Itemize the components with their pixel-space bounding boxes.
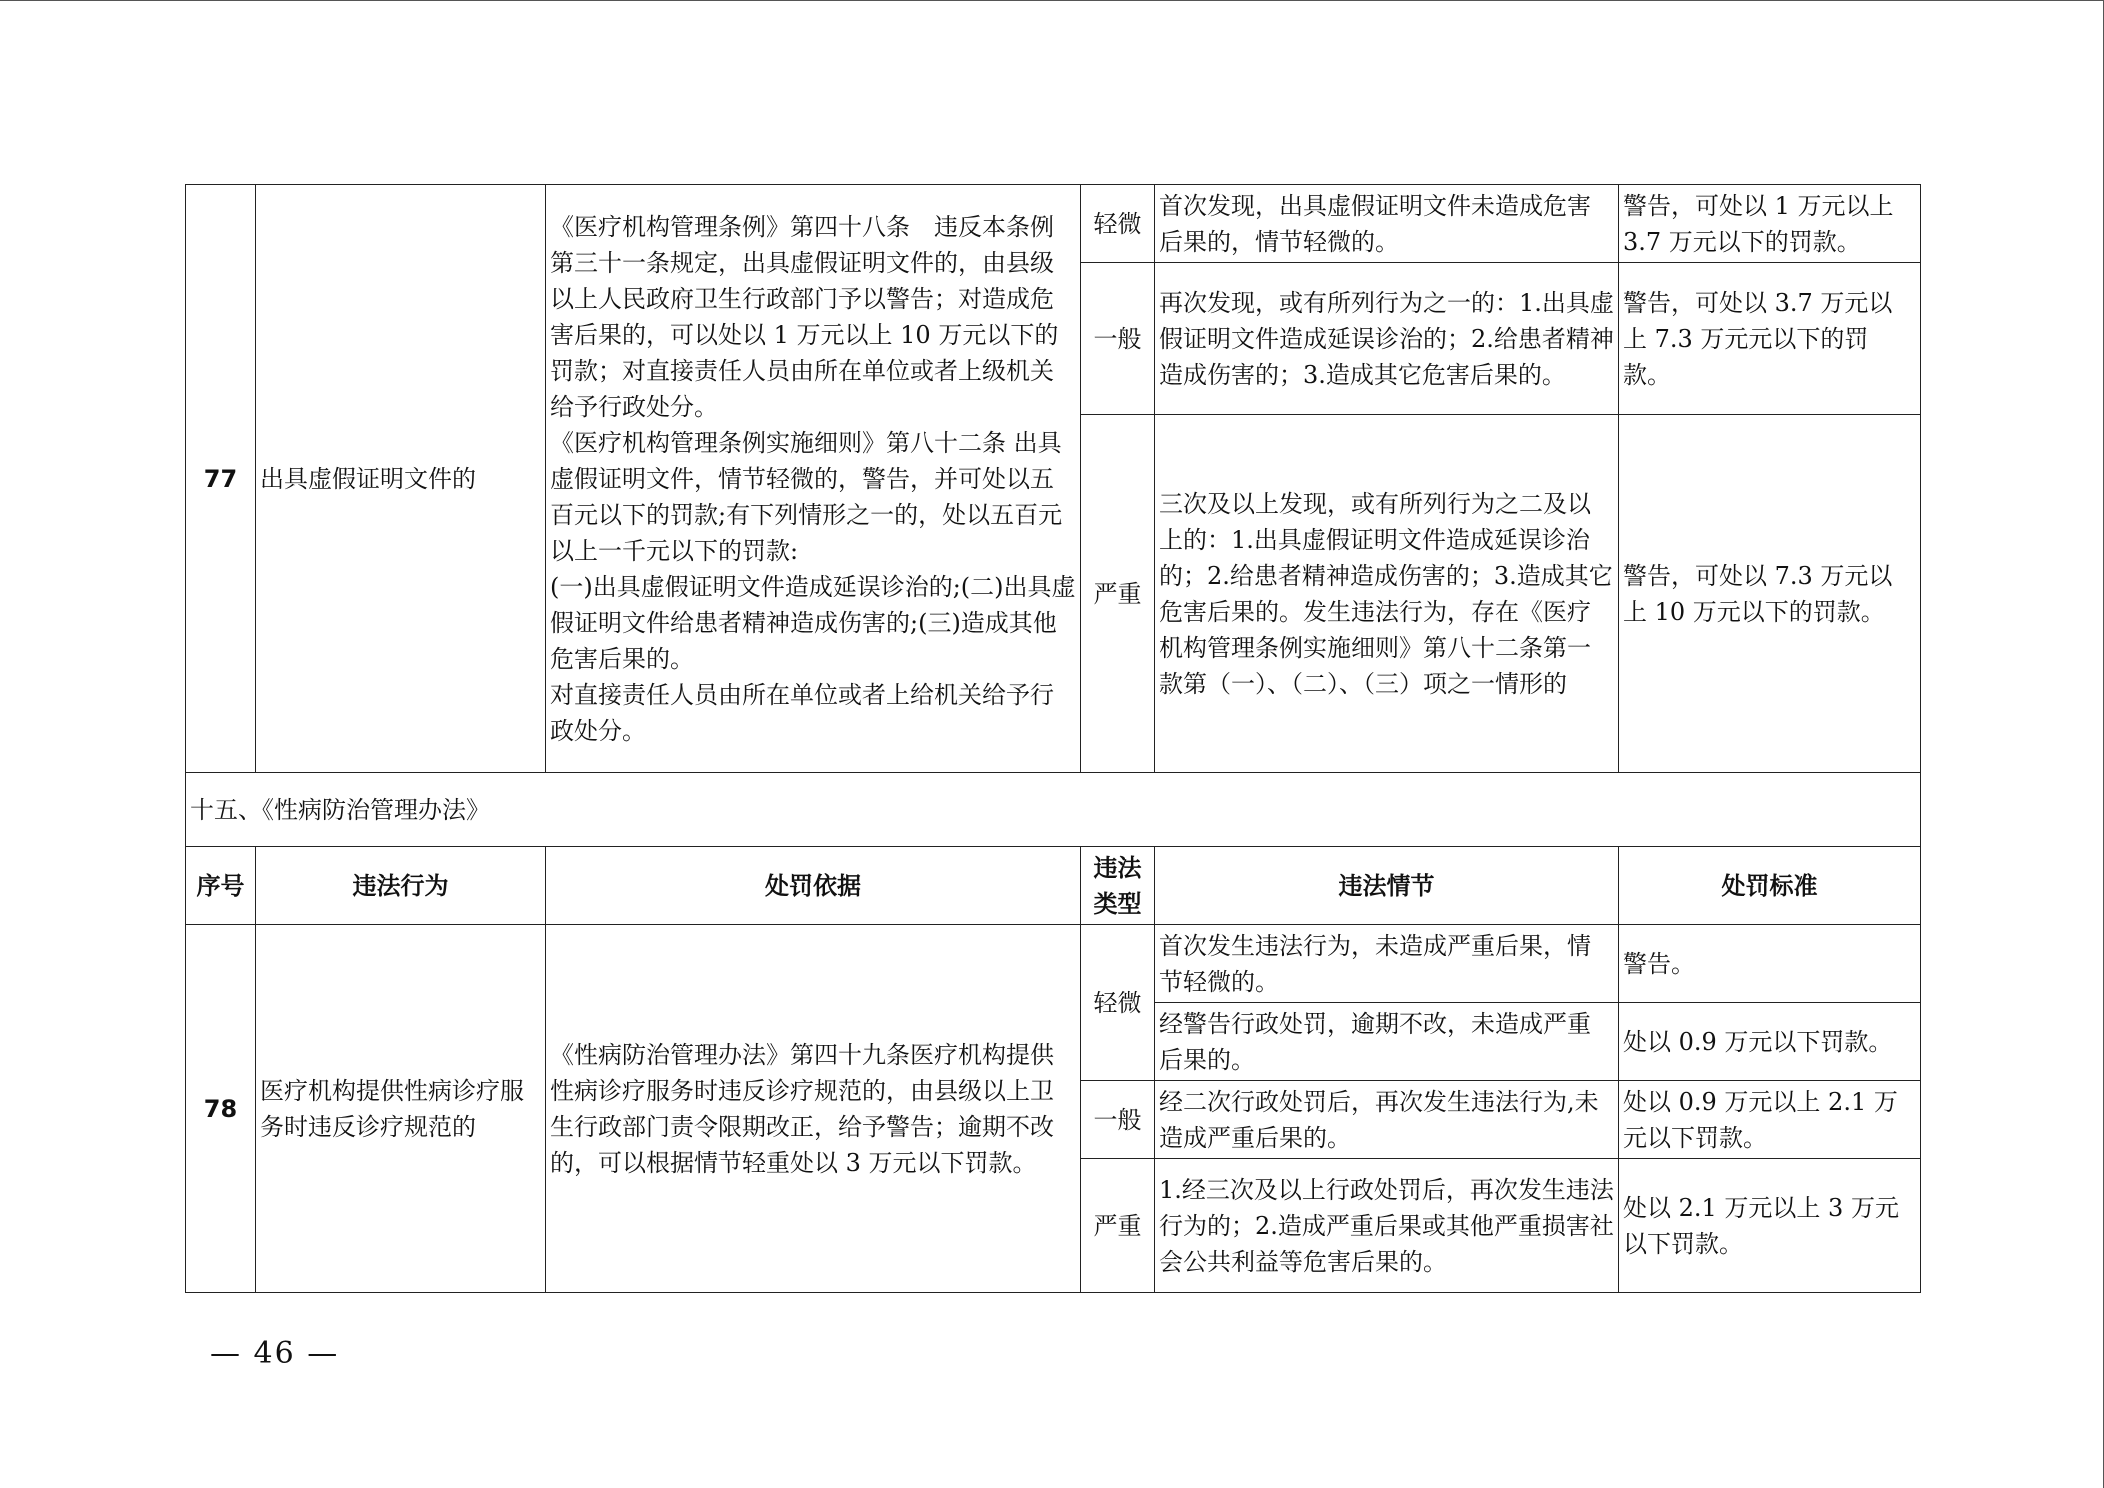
header-type: 违法 类型 [1081,847,1155,925]
violation-type: 轻微 [1081,185,1155,263]
header-behavior: 违法行为 [256,847,546,925]
violation-circumstance: 首次发生违法行为，未造成严重后果，情节轻微的。 [1155,925,1619,1003]
penalty-basis: 《性病防治管理办法》第四十九条医疗机构提供性病诊疗服务时违反诊疗规范的，由县级以上卫生行政部门责令限期改正，给予警告；逾期不改的，可以根据情节轻重处以 3 万元以下罚款。 [546,925,1081,1293]
penalty-standard: 警告，可处以 3.7 万元以上 7.3 万元元以下的罚款。 [1619,263,1921,415]
violation-circumstance: 经警告行政处罚，逾期不改，未造成严重后果的。 [1155,1003,1619,1081]
row-number: 77 [186,185,256,773]
violation-type: 一般 [1081,263,1155,415]
header-number: 序号 [186,847,256,925]
table-row [186,185,1921,263]
section-title: 十五、《性病防治管理办法》 [186,773,1921,847]
violation-type: 一般 [1081,1081,1155,1159]
header-row [186,847,1921,925]
section-row [186,773,1921,847]
penalty-standard: 处以 2.1 万元以上 3 万元以下罚款。 [1619,1159,1921,1293]
penalty-standard: 警告。 [1619,925,1921,1003]
violation-circumstance: 首次发现，出具虚假证明文件未造成危害后果的，情节轻微的。 [1155,185,1619,263]
violation-circumstance: 再次发现，或有所列行为之一的：1.出具虚假证明文件造成延误诊治的；2.给患者精神造成伤害的；3.造成其它危害后果的。 [1155,263,1619,415]
penalty-standard: 警告，可处以 7.3 万元以上 10 万元以下的罚款。 [1619,415,1921,773]
row-number: 78 [186,925,256,1293]
penalty-standard: 处以 0.9 万元以下罚款。 [1619,1003,1921,1081]
header-circumstance: 违法情节 [1155,847,1619,925]
page-number: — 46 — [210,1336,340,1371]
table-row [186,925,1921,1003]
violation-circumstance: 1.经三次及以上行政处罚后，再次发生违法行为的；2.造成严重后果或其他严重损害社会公共利益等危害后果的。 [1155,1159,1619,1293]
violation-type: 严重 [1081,415,1155,773]
header-standard: 处罚标准 [1619,847,1921,925]
violation-type: 严重 [1081,1159,1155,1293]
violation-type: 轻微 [1081,925,1155,1081]
penalty-table [185,184,1921,1293]
penalty-standard: 警告，可处以 1 万元以上 3.7 万元以下的罚款。 [1619,185,1921,263]
header-basis: 处罚依据 [546,847,1081,925]
penalty-standard: 处以 0.9 万元以上 2.1 万元以下罚款。 [1619,1081,1921,1159]
violation-circumstance: 三次及以上发现，或有所列行为之二及以上的：1.出具虚假证明文件造成延误诊治的；2.给患者精神造成伤害的；3.造成其它危害后果的。发生违法行为，存在《医疗机构管理条例实施细则》第八十二条第一款第（一）、（二）、（三）项之一情形的 [1155,415,1619,773]
violation-circumstance: 经二次行政处罚后，再次发生违法行为,未造成严重后果的。 [1155,1081,1619,1159]
penalty-basis: 《医疗机构管理条例》第四十八条 违反本条例第三十一条规定，出具虚假证明文件的，由县级以上人民政府卫生行政部门予以警告；对造成危害后果的，可以处以 1 万元以上 10 万元以下的罚款；对直接责任人员由所在单位或者上级机关给予行政处分。 《医疗机构管理条例实施细则》第八十二条 出具虚假证明文件，情节轻微的，警告，并可处以五百元以下的罚款;有下列情形之一的，处以五百元以上一千元以下的罚款: (一)出具虚假证明文件造成延误诊治的;(二)出具虚假证明文件给患者精神造成伤害的;(三)造成其他危害后果的。 对直接责任人员由所在单位或者上给机关给予行政处分。 [546,185,1081,773]
violation-behavior: 医疗机构提供性病诊疗服务时违反诊疗规范的 [256,925,546,1293]
violation-behavior: 出具虚假证明文件的 [256,185,546,773]
